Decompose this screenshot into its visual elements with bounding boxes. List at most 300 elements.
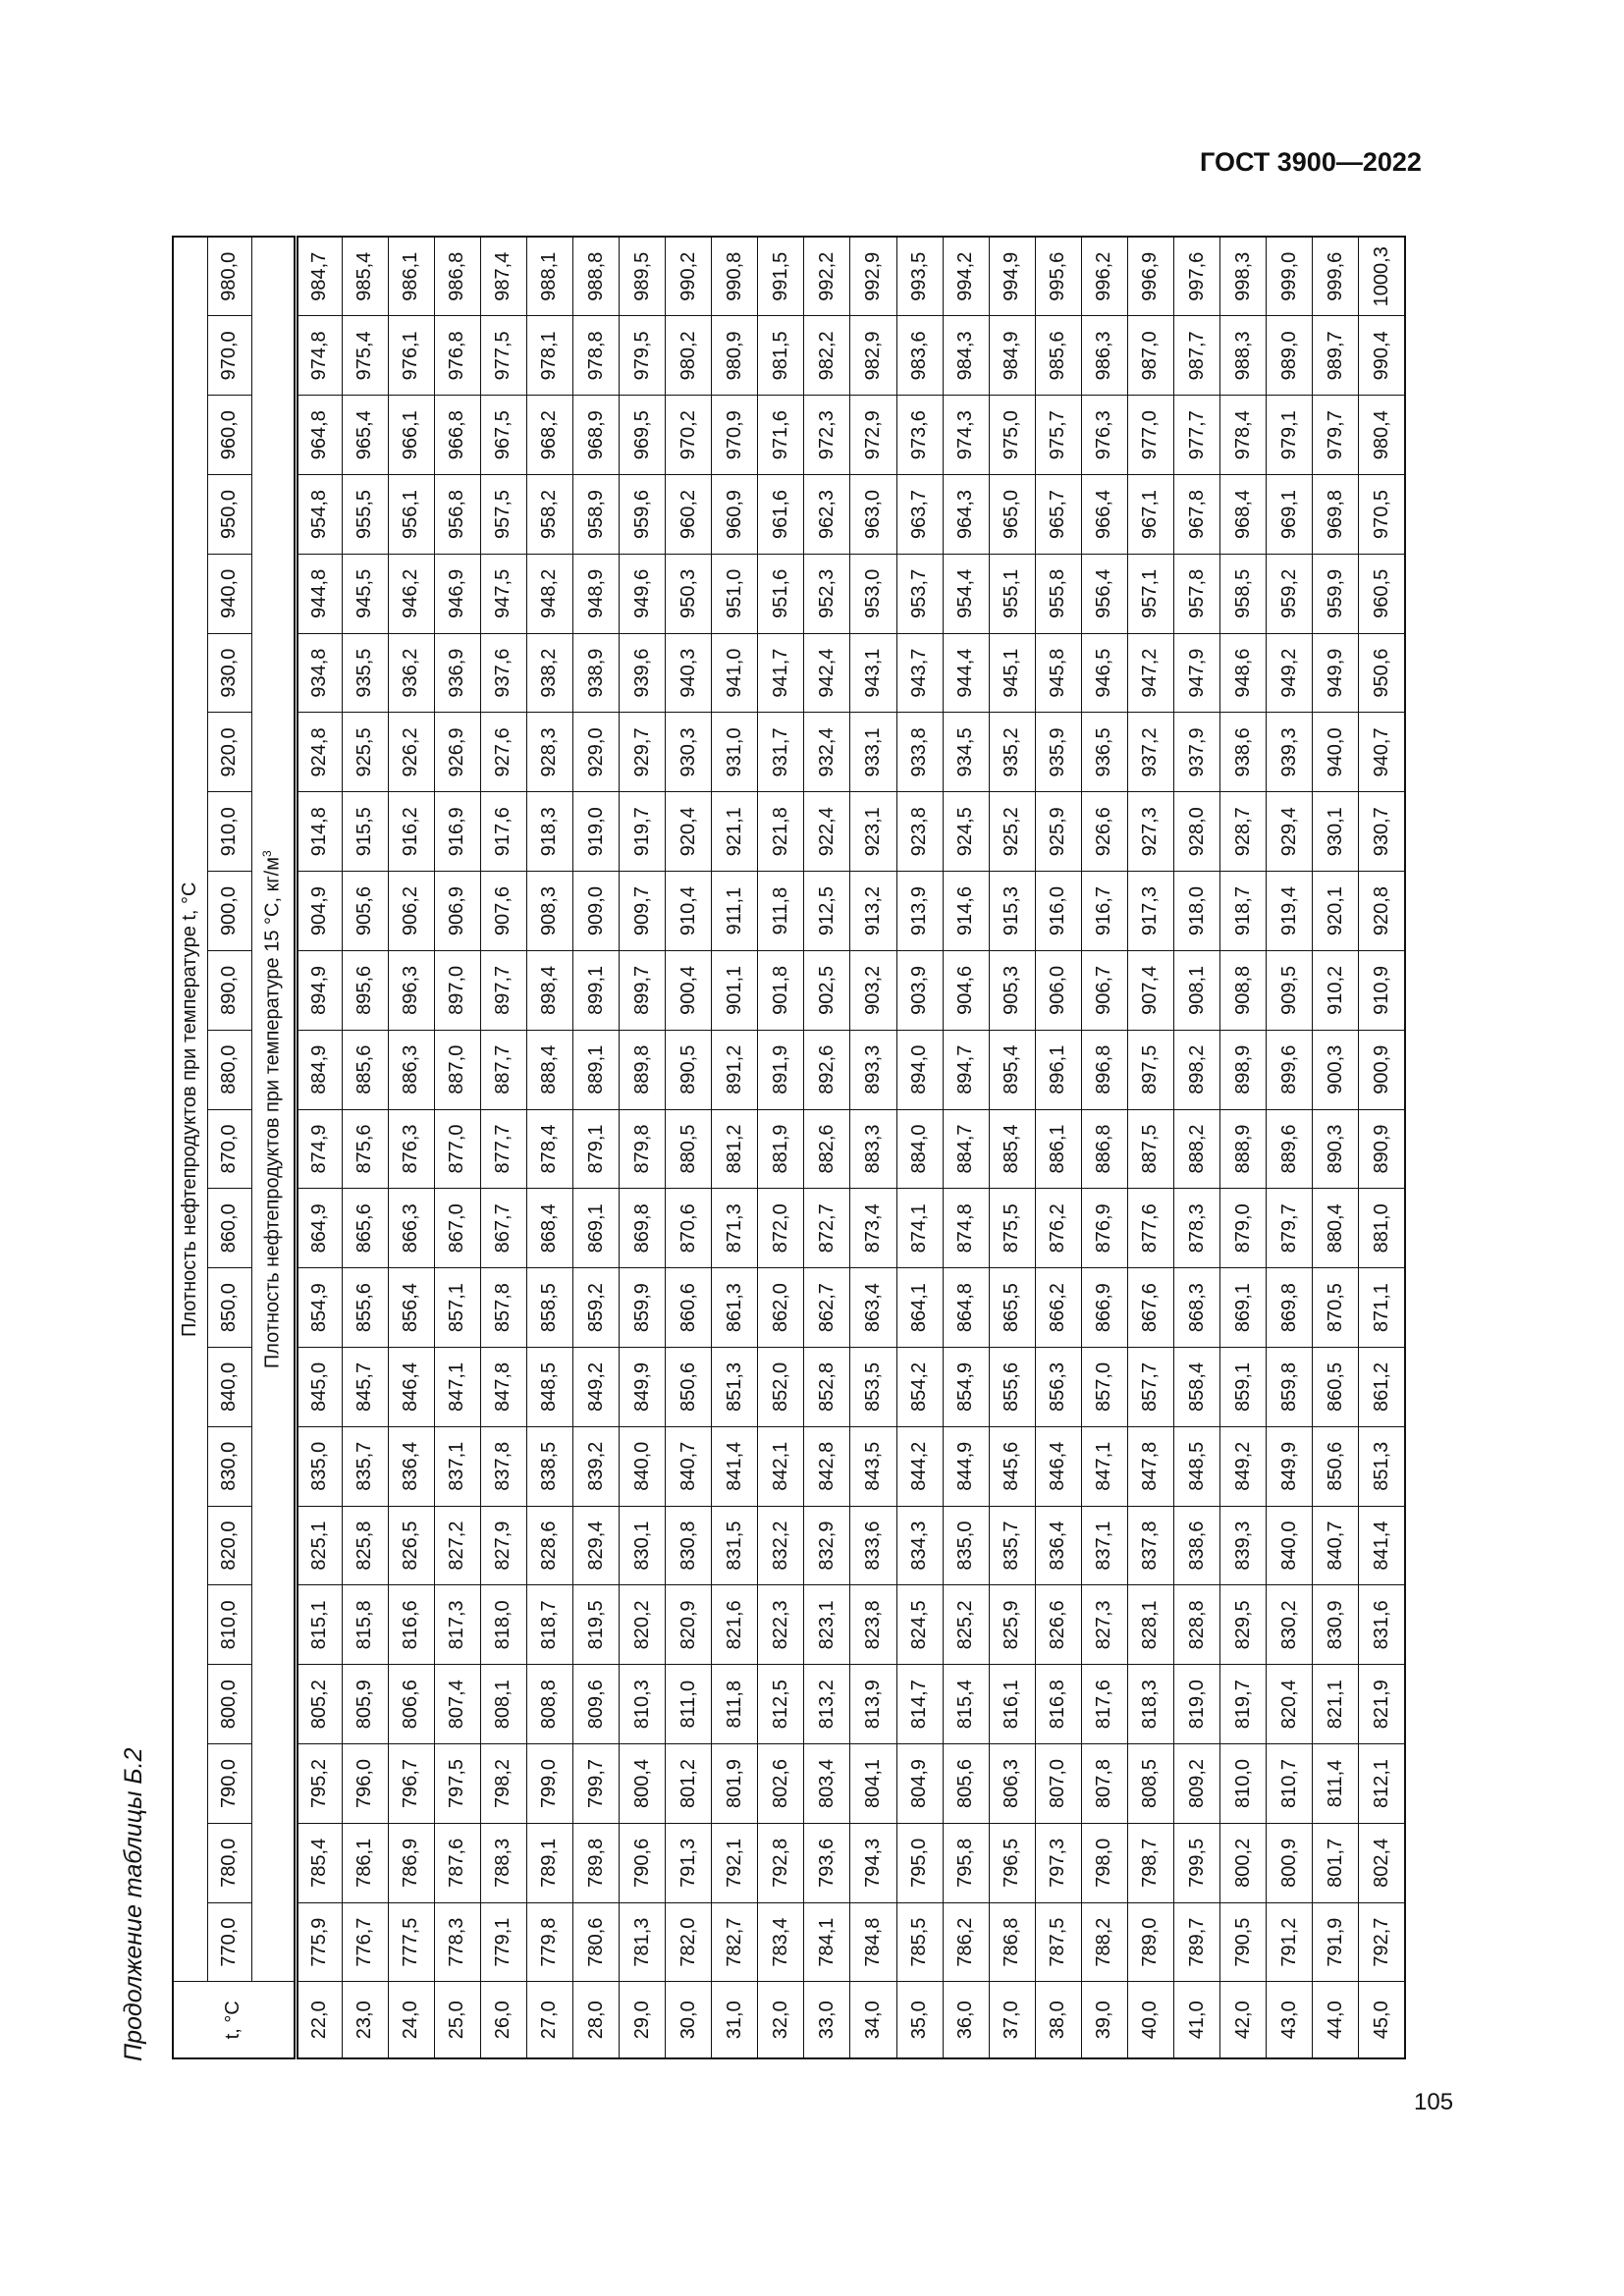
density-cell: 889,8	[620, 1030, 666, 1109]
column-header: 810,0	[207, 1585, 251, 1665]
density-cell: 887,7	[480, 1030, 526, 1109]
density-cell: 936,9	[434, 633, 480, 713]
density-cell: 924,8	[296, 713, 342, 792]
density-cell: 946,9	[434, 554, 480, 633]
density-cell: 850,6	[666, 1348, 712, 1427]
density-cell: 921,1	[712, 792, 758, 872]
density-cell: 828,1	[1127, 1585, 1173, 1665]
column-header-row	[207, 237, 251, 2058]
density-cell: 929,4	[1267, 792, 1313, 872]
column-header: 840,0	[207, 1348, 251, 1427]
column-header: 830,0	[207, 1426, 251, 1506]
density-cell: 793,6	[804, 1823, 850, 1902]
density-cell: 837,8	[1127, 1506, 1173, 1585]
density-cell: 976,1	[388, 316, 434, 396]
temperature-cell: 39,0	[1081, 1982, 1127, 2058]
density-cell: 956,8	[434, 475, 480, 555]
density-cell: 887,0	[434, 1030, 480, 1109]
table-row	[572, 237, 619, 2058]
density-cell: 835,0	[943, 1506, 989, 1585]
density-cell: 894,7	[943, 1030, 989, 1109]
density-cell: 862,0	[758, 1268, 804, 1348]
sub-header	[251, 237, 296, 1982]
density-cell: 825,9	[989, 1585, 1035, 1665]
density-cell: 958,5	[1220, 554, 1267, 633]
density-cell: 996,2	[1081, 237, 1127, 316]
density-cell: 942,4	[804, 633, 850, 713]
density-cell: 782,0	[666, 1902, 712, 1982]
density-cell: 895,4	[989, 1030, 1035, 1109]
density-cell: 827,3	[1081, 1585, 1127, 1665]
density-cell: 844,9	[943, 1426, 989, 1506]
density-cell: 945,1	[989, 633, 1035, 713]
density-cell: 896,8	[1081, 1030, 1127, 1109]
density-cell: 886,3	[388, 1030, 434, 1109]
density-cell: 790,5	[1220, 1902, 1267, 1982]
density-cell: 804,1	[850, 1744, 896, 1824]
density-cell: 966,8	[434, 396, 480, 475]
density-cell: 847,8	[1127, 1426, 1173, 1506]
density-cell: 829,5	[1220, 1585, 1267, 1665]
temperature-cell: 26,0	[480, 1982, 526, 2058]
density-cell: 843,5	[850, 1426, 896, 1506]
density-cell: 946,5	[1081, 633, 1127, 713]
density-cell: 852,0	[758, 1348, 804, 1427]
density-cell: 895,6	[342, 950, 388, 1030]
density-cell: 826,6	[1035, 1585, 1081, 1665]
density-cell: 797,5	[434, 1744, 480, 1824]
column-header: 940,0	[207, 554, 251, 633]
density-cell: 978,8	[572, 316, 619, 396]
density-cell: 797,3	[1035, 1823, 1081, 1902]
density-cell: 857,0	[1081, 1348, 1127, 1427]
density-cell: 938,6	[1220, 713, 1267, 792]
density-cell: 869,8	[620, 1189, 666, 1268]
density-cell: 898,9	[1220, 1030, 1267, 1109]
density-cell: 977,0	[1127, 396, 1173, 475]
density-cell: 959,9	[1313, 554, 1359, 633]
density-cell: 813,9	[850, 1665, 896, 1744]
density-cell: 930,1	[1313, 792, 1359, 872]
density-cell: 808,5	[1127, 1744, 1173, 1824]
density-cell: 924,5	[943, 792, 989, 872]
density-cell: 955,1	[989, 554, 1035, 633]
density-cell: 866,9	[1081, 1268, 1127, 1348]
density-cell: 825,2	[943, 1585, 989, 1665]
density-cell: 914,8	[296, 792, 342, 872]
density-cell: 839,3	[1220, 1506, 1267, 1585]
column-header: 930,0	[207, 633, 251, 713]
table-row	[1359, 237, 1405, 2058]
density-cell: 781,3	[620, 1902, 666, 1982]
column-header: 870,0	[207, 1109, 251, 1189]
density-cell: 925,2	[989, 792, 1035, 872]
density-cell: 842,1	[758, 1426, 804, 1506]
group-header: Плотность нефтепродуктов при температуре t, °C	[173, 237, 207, 1982]
density-cell: 880,4	[1313, 1189, 1359, 1268]
density-cell: 806,6	[388, 1665, 434, 1744]
density-cell: 839,2	[572, 1426, 619, 1506]
density-cell: 871,1	[1359, 1268, 1405, 1348]
density-cell: 893,3	[850, 1030, 896, 1109]
density-cell: 913,9	[896, 872, 943, 951]
table-row	[712, 237, 758, 2058]
density-cell: 854,2	[896, 1348, 943, 1427]
density-cell: 927,6	[480, 713, 526, 792]
density-cell: 959,2	[1267, 554, 1313, 633]
density-cell: 948,9	[572, 554, 619, 633]
density-cell: 811,0	[666, 1665, 712, 1744]
density-cell: 859,1	[1220, 1348, 1267, 1427]
density-cell: 834,3	[896, 1506, 943, 1585]
density-cell: 867,0	[434, 1189, 480, 1268]
density-cell: 902,5	[804, 950, 850, 1030]
density-cell: 838,5	[526, 1426, 572, 1506]
density-cell: 855,6	[989, 1348, 1035, 1427]
column-header: 770,0	[207, 1902, 251, 1982]
density-cell: 811,8	[712, 1665, 758, 1744]
density-cell: 820,4	[1267, 1665, 1313, 1744]
density-cell: 870,6	[666, 1189, 712, 1268]
density-cell: 800,9	[1267, 1823, 1313, 1902]
density-cell: 835,7	[342, 1426, 388, 1506]
density-cell: 779,1	[480, 1902, 526, 1982]
density-cell: 997,6	[1173, 237, 1219, 316]
density-cell: 908,3	[526, 872, 572, 951]
temperature-cell: 38,0	[1035, 1982, 1081, 2058]
density-cell: 836,4	[388, 1426, 434, 1506]
density-cell: 789,8	[572, 1823, 619, 1902]
density-cell: 965,7	[1035, 475, 1081, 555]
density-cell: 1000,3	[1359, 237, 1405, 316]
table-row	[850, 237, 896, 2058]
density-cell: 819,0	[1173, 1665, 1219, 1744]
density-cell: 872,0	[758, 1189, 804, 1268]
density-cell: 916,0	[1035, 872, 1081, 951]
density-cell: 937,6	[480, 633, 526, 713]
density-cell: 799,0	[526, 1744, 572, 1824]
density-cell: 850,6	[1313, 1426, 1359, 1506]
density-cell: 876,9	[1081, 1189, 1127, 1268]
temperature-cell: 34,0	[850, 1982, 896, 2058]
density-cell: 999,0	[1267, 237, 1313, 316]
density-cell: 845,7	[342, 1348, 388, 1427]
density-cell: 858,5	[526, 1268, 572, 1348]
density-cell: 847,1	[1081, 1426, 1127, 1506]
density-cell: 910,2	[1313, 950, 1359, 1030]
density-cell: 788,3	[480, 1823, 526, 1902]
density-cell: 890,9	[1359, 1109, 1405, 1189]
density-cell: 810,7	[1267, 1744, 1313, 1824]
density-cell: 955,5	[342, 475, 388, 555]
density-cell: 974,8	[296, 316, 342, 396]
density-cell: 906,9	[434, 872, 480, 951]
density-cell: 775,9	[296, 1902, 342, 1982]
density-cell: 842,8	[804, 1426, 850, 1506]
density-cell: 815,4	[943, 1665, 989, 1744]
density-cell: 916,7	[1081, 872, 1127, 951]
density-cell: 820,2	[620, 1585, 666, 1665]
density-cell: 805,6	[943, 1744, 989, 1824]
density-cell: 815,8	[342, 1585, 388, 1665]
table-row	[1035, 237, 1081, 2058]
density-cell: 917,6	[480, 792, 526, 872]
density-cell: 938,2	[526, 633, 572, 713]
density-cell: 989,0	[1267, 316, 1313, 396]
density-cell: 957,1	[1127, 554, 1173, 633]
density-cell: 940,0	[1313, 713, 1359, 792]
table-row	[388, 237, 434, 2058]
document-code: ГОСТ 3900—2022	[1200, 147, 1422, 177]
density-cell: 837,1	[1081, 1506, 1127, 1585]
density-cell: 969,1	[1267, 475, 1313, 555]
density-cell: 786,8	[989, 1902, 1035, 1982]
density-cell: 966,1	[388, 396, 434, 475]
density-cell: 821,9	[1359, 1665, 1405, 1744]
density-cell: 968,4	[1220, 475, 1267, 555]
density-cell: 955,8	[1035, 554, 1081, 633]
density-cell: 988,8	[572, 237, 619, 316]
density-cell: 972,3	[804, 396, 850, 475]
density-cell: 885,4	[989, 1109, 1035, 1189]
density-cell: 848,5	[526, 1348, 572, 1427]
density-cell: 875,5	[989, 1189, 1035, 1268]
density-cell: 868,4	[526, 1189, 572, 1268]
density-cell: 882,6	[804, 1109, 850, 1189]
density-cell: 988,1	[526, 237, 572, 316]
density-cell: 823,8	[850, 1585, 896, 1665]
density-cell: 835,0	[296, 1426, 342, 1506]
density-cell: 990,4	[1359, 316, 1405, 396]
density-cell: 869,8	[1267, 1268, 1313, 1348]
density-cell: 994,9	[989, 237, 1035, 316]
density-cell: 789,0	[1127, 1902, 1173, 1982]
density-cell: 801,9	[712, 1744, 758, 1824]
density-cell: 791,2	[1267, 1902, 1313, 1982]
density-cell: 860,5	[1313, 1348, 1359, 1427]
density-cell: 820,9	[666, 1585, 712, 1665]
density-cell: 988,3	[1220, 316, 1267, 396]
density-cell: 863,4	[850, 1268, 896, 1348]
density-cell: 795,8	[943, 1823, 989, 1902]
table-row	[1173, 237, 1219, 2058]
density-cell: 786,1	[342, 1823, 388, 1902]
density-cell: 792,8	[758, 1823, 804, 1902]
density-cell: 807,8	[1081, 1744, 1127, 1824]
temperature-cell: 41,0	[1173, 1982, 1219, 2058]
column-header: 790,0	[207, 1744, 251, 1824]
density-cell: 903,2	[850, 950, 896, 1030]
density-cell: 870,5	[1313, 1268, 1359, 1348]
density-cell: 867,7	[480, 1189, 526, 1268]
density-cell: 903,9	[896, 950, 943, 1030]
density-cell: 864,9	[296, 1189, 342, 1268]
density-cell: 887,5	[1127, 1109, 1173, 1189]
density-cell: 990,2	[666, 237, 712, 316]
density-cell: 985,4	[342, 237, 388, 316]
column-header: 900,0	[207, 872, 251, 951]
density-cell: 906,2	[388, 872, 434, 951]
density-cell: 878,3	[1173, 1189, 1219, 1268]
density-cell: 918,7	[1220, 872, 1267, 951]
density-cell: 947,5	[480, 554, 526, 633]
density-cell: 933,1	[850, 713, 896, 792]
density-cell: 984,3	[943, 316, 989, 396]
density-cell: 987,4	[480, 237, 526, 316]
density-cell: 939,3	[1267, 713, 1313, 792]
density-cell: 991,5	[758, 237, 804, 316]
density-cell: 784,1	[804, 1902, 850, 1982]
density-cell: 798,7	[1127, 1823, 1173, 1902]
density-cell: 953,0	[850, 554, 896, 633]
density-cell: 811,4	[1313, 1744, 1359, 1824]
density-cell: 847,1	[434, 1348, 480, 1427]
density-cell: 810,0	[1220, 1744, 1267, 1824]
density-cell: 925,9	[1035, 792, 1081, 872]
temperature-cell: 40,0	[1127, 1982, 1173, 2058]
density-cell: 854,9	[296, 1268, 342, 1348]
density-cell: 800,4	[620, 1744, 666, 1824]
density-cell: 794,3	[850, 1823, 896, 1902]
temperature-cell: 35,0	[896, 1982, 943, 2058]
density-cell: 923,8	[896, 792, 943, 872]
density-cell: 987,7	[1173, 316, 1219, 396]
table-row	[1220, 237, 1267, 2058]
density-cell: 827,9	[480, 1506, 526, 1585]
density-cell: 860,6	[666, 1268, 712, 1348]
density-cell: 969,8	[1313, 475, 1359, 555]
density-cell: 928,7	[1220, 792, 1267, 872]
table-row	[989, 237, 1035, 2058]
density-cell: 978,4	[1220, 396, 1267, 475]
density-cell: 780,6	[572, 1902, 619, 1982]
density-cell: 941,0	[712, 633, 758, 713]
density-cell: 996,9	[1127, 237, 1173, 316]
density-cell: 869,1	[1220, 1268, 1267, 1348]
density-cell: 879,7	[1267, 1189, 1313, 1268]
density-cell: 968,9	[572, 396, 619, 475]
density-cell: 828,6	[526, 1506, 572, 1585]
density-cell: 836,4	[1035, 1506, 1081, 1585]
density-cell: 945,5	[342, 554, 388, 633]
density-cell: 785,5	[896, 1902, 943, 1982]
density-cell: 994,2	[943, 237, 989, 316]
density-cell: 896,1	[1035, 1030, 1081, 1109]
density-cell: 884,9	[296, 1030, 342, 1109]
density-cell: 795,0	[896, 1823, 943, 1902]
density-cell: 844,2	[896, 1426, 943, 1506]
density-cell: 918,0	[1173, 872, 1219, 951]
temperature-cell: 36,0	[943, 1982, 989, 2058]
density-cell: 857,8	[480, 1268, 526, 1348]
density-cell: 816,6	[388, 1585, 434, 1665]
density-cell: 823,1	[804, 1585, 850, 1665]
density-cell: 896,3	[388, 950, 434, 1030]
density-cell: 920,1	[1313, 872, 1359, 951]
density-cell: 869,1	[572, 1189, 619, 1268]
density-cell: 928,0	[1173, 792, 1219, 872]
density-cell: 976,8	[434, 316, 480, 396]
density-cell: 786,2	[943, 1902, 989, 1982]
density-cell: 851,3	[1359, 1426, 1405, 1506]
density-cell: 959,6	[620, 475, 666, 555]
density-cell: 998,3	[1220, 237, 1267, 316]
density-cell: 964,3	[943, 475, 989, 555]
density-cell: 785,4	[296, 1823, 342, 1902]
table-caption: Продолжение таблицы Б.2	[120, 1747, 147, 2061]
density-cell: 960,2	[666, 475, 712, 555]
density-cell: 891,2	[712, 1030, 758, 1109]
density-cell: 892,6	[804, 1030, 850, 1109]
density-cell: 827,2	[434, 1506, 480, 1585]
density-cell: 824,5	[896, 1585, 943, 1665]
density-cell: 884,0	[896, 1109, 943, 1189]
density-cell: 901,8	[758, 950, 804, 1030]
density-cell: 818,7	[526, 1585, 572, 1665]
density-cell: 819,7	[1220, 1665, 1267, 1744]
density-cell: 971,6	[758, 396, 804, 475]
table-row	[943, 237, 989, 2058]
density-cell: 900,4	[666, 950, 712, 1030]
density-cell: 974,3	[943, 396, 989, 475]
density-cell: 776,7	[342, 1902, 388, 1982]
density-cell: 925,5	[342, 713, 388, 792]
density-cell: 999,6	[1313, 237, 1359, 316]
density-cell: 905,6	[342, 872, 388, 951]
density-cell: 822,3	[758, 1585, 804, 1665]
density-cell: 944,8	[296, 554, 342, 633]
density-cell: 805,2	[296, 1665, 342, 1744]
temperature-cell: 44,0	[1313, 1982, 1359, 2058]
density-cell: 970,2	[666, 396, 712, 475]
density-cell: 913,2	[850, 872, 896, 951]
table-row	[896, 237, 943, 2058]
density-cell: 802,6	[758, 1744, 804, 1824]
density-cell: 857,1	[434, 1268, 480, 1348]
density-cell: 934,8	[296, 633, 342, 713]
density-cell: 818,3	[1127, 1665, 1173, 1744]
density-cell: 786,9	[388, 1823, 434, 1902]
table-row	[804, 237, 850, 2058]
density-cell: 935,2	[989, 713, 1035, 792]
density-cell: 919,4	[1267, 872, 1313, 951]
density-cell: 992,2	[804, 237, 850, 316]
density-cell: 954,8	[296, 475, 342, 555]
density-cell: 956,1	[388, 475, 434, 555]
density-cell: 948,2	[526, 554, 572, 633]
density-cell: 817,3	[434, 1585, 480, 1665]
density-cell: 989,7	[1313, 316, 1359, 396]
density-cell: 861,3	[712, 1268, 758, 1348]
density-cell: 859,2	[572, 1268, 619, 1348]
density-cell: 876,3	[388, 1109, 434, 1189]
density-cell: 929,7	[620, 713, 666, 792]
density-cell: 941,7	[758, 633, 804, 713]
density-cell: 937,2	[1127, 713, 1173, 792]
density-cell: 788,2	[1081, 1902, 1127, 1982]
density-cell: 879,8	[620, 1109, 666, 1189]
density-cell: 901,1	[712, 950, 758, 1030]
density-cell: 973,6	[896, 396, 943, 475]
density-cell: 957,5	[480, 475, 526, 555]
density-cell: 909,7	[620, 872, 666, 951]
density-cell: 816,8	[1035, 1665, 1081, 1744]
density-cell: 949,6	[620, 554, 666, 633]
density-cell: 879,0	[1220, 1189, 1267, 1268]
temperature-cell: 23,0	[342, 1982, 388, 2058]
density-cell: 849,9	[1267, 1426, 1313, 1506]
density-cell: 897,5	[1127, 1030, 1173, 1109]
